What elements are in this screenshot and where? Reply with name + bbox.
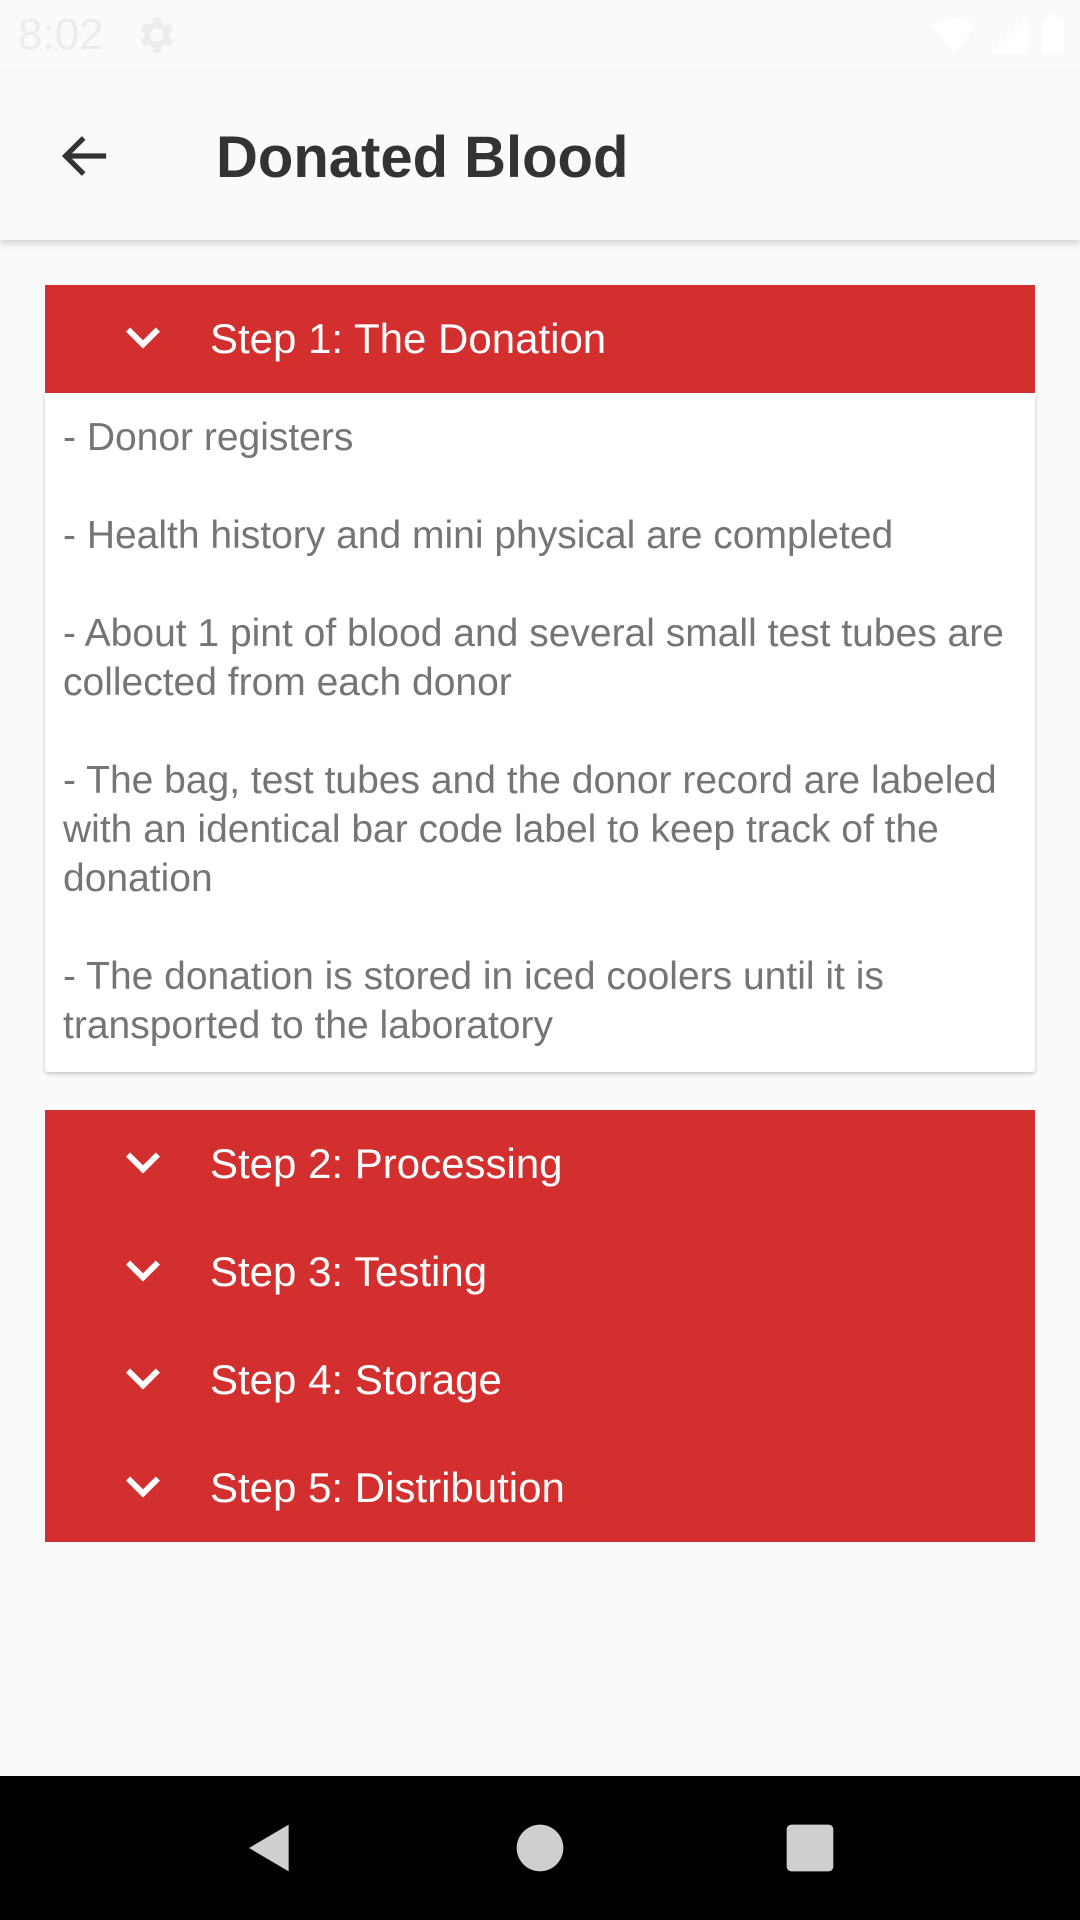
step-label-2: Step 2: Processing (210, 1140, 563, 1187)
step-panel-1 (45, 393, 1035, 1072)
collapsed-steps-card (45, 1110, 1035, 1542)
step-header-4[interactable] (45, 1326, 1035, 1434)
chevron-down-icon (121, 1466, 165, 1510)
list-item: - Health history and mini physical are completed (63, 514, 894, 557)
list-item: - The donation is stored in iced coolers until it is transported to the laboratory (63, 955, 884, 1047)
nav-home-icon[interactable] (512, 1820, 568, 1876)
chevron-down-icon (121, 1250, 165, 1294)
list-item: - The bag, test tubes and the donor record are labeled with an identical bar code label to keep track of the donation (63, 759, 997, 900)
step-label-4: Step 4: Storage (210, 1356, 502, 1403)
system-nav-bar (0, 1776, 1080, 1920)
chevron-down-icon (121, 1358, 165, 1402)
nav-back-icon[interactable] (242, 1820, 298, 1876)
settings-gear-icon (132, 12, 178, 58)
step-header-3[interactable] (45, 1218, 1035, 1326)
step-header-5[interactable] (45, 1434, 1035, 1542)
list-item: - Donor registers (63, 416, 354, 459)
step-header-2[interactable] (45, 1110, 1035, 1218)
page-title: Donated Blood (216, 125, 629, 190)
back-button[interactable] (40, 112, 128, 200)
chevron-down-icon (121, 1142, 165, 1186)
step-header-1[interactable] (45, 285, 1035, 393)
wifi-icon (932, 15, 976, 55)
step-card-1 (45, 285, 1035, 1072)
status-icons (932, 12, 1064, 58)
step-label-3: Step 3: Testing (210, 1248, 488, 1295)
battery-icon (1042, 14, 1064, 56)
step-label-5: Step 5: Distribution (210, 1464, 565, 1511)
chevron-down-icon (121, 317, 165, 361)
status-bar (0, 0, 1080, 72)
status-time: 8:02 (18, 10, 104, 59)
signal-icon (990, 15, 1028, 55)
arrow-back-icon (58, 130, 110, 182)
list-item: - About 1 pint of blood and several small test tubes are collected from each donor (63, 612, 1004, 704)
step-label-1: Step 1: The Donation (210, 315, 607, 362)
app-bar (0, 72, 1080, 240)
nav-recents-icon[interactable] (782, 1820, 838, 1876)
